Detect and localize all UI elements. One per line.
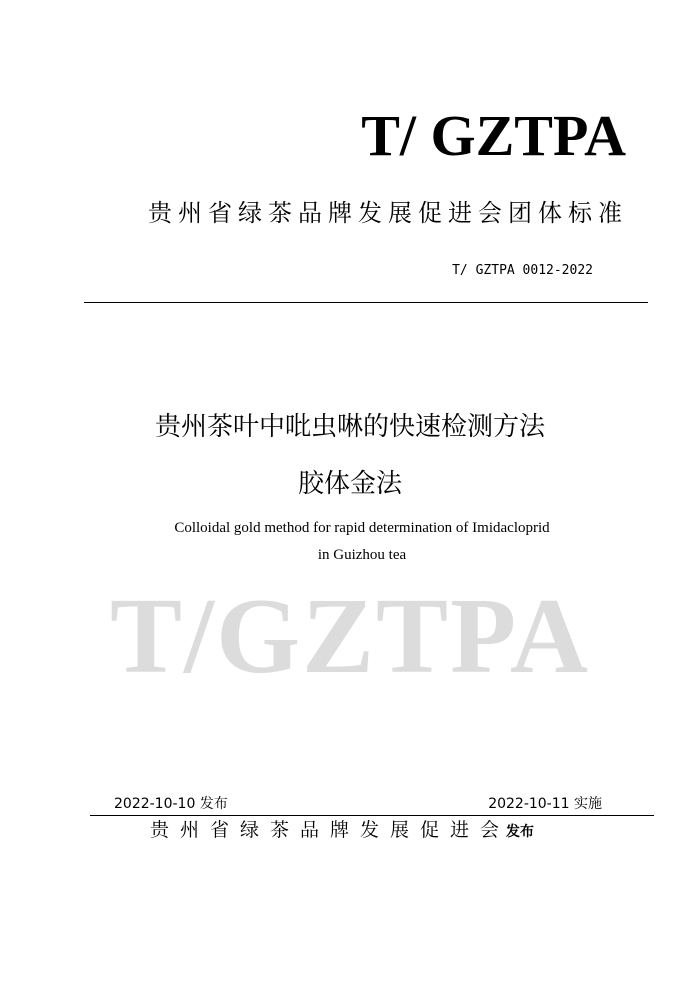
organization-title: 贵州省绿茶品牌发展促进会团体标准 — [148, 199, 628, 227]
document-title-en-line2: in Guizhou tea — [317, 547, 407, 563]
publisher-suffix: 发布 — [506, 824, 535, 840]
document-title-cn-line2: 胶体金法 — [297, 469, 402, 499]
publisher-name: 贵州省绿茶品牌发展促进会 — [150, 819, 511, 841]
standard-code-logo: T/ GZTPA — [361, 103, 626, 168]
document-title-cn-line1: 贵州茶叶中吡虫啉的快速检测方法 — [154, 412, 545, 442]
standard-number: T/ GZTPA 0012-2022 — [452, 263, 593, 278]
watermark: T/GZTPA — [109, 577, 591, 696]
document-title-en-line1: Colloidal gold method for rapid determination of Imidacloprid — [174, 520, 550, 536]
publisher — [150, 817, 534, 845]
bottom-divider — [90, 815, 654, 816]
publish-date: 2022-10-10 发布 — [114, 796, 228, 812]
implement-date: 2022-10-11 实施 — [488, 796, 602, 812]
top-divider — [84, 302, 648, 303]
